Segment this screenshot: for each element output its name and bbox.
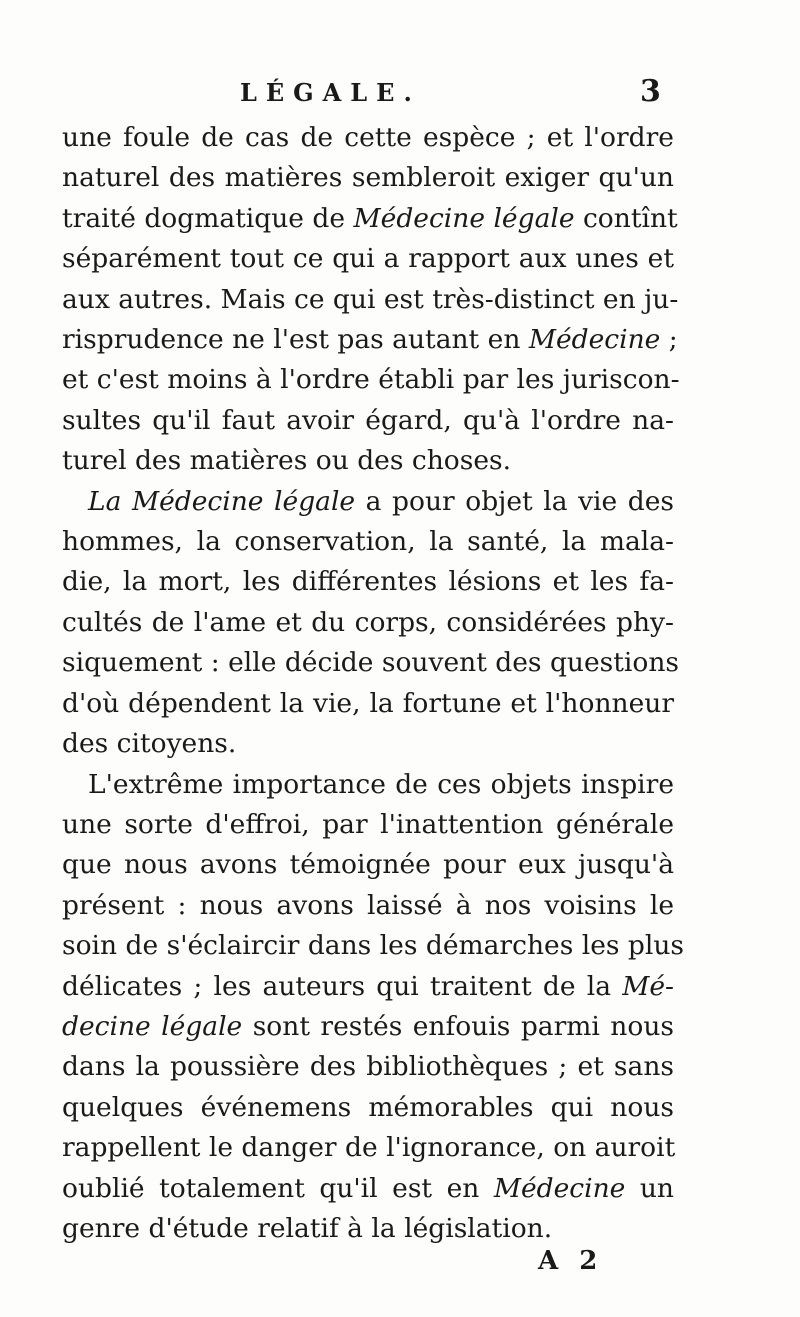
text-segment: des citoyens.	[62, 728, 237, 760]
italic-text: Médecine légale	[353, 202, 575, 234]
text-line	[62, 724, 674, 764]
text-line	[62, 765, 674, 805]
text-line	[62, 1169, 674, 1209]
text-segment: aux autres. Mais ce qui est très-distinct en ju-	[62, 283, 679, 315]
text-segment: cultés de l'ame et du corps, considérées phy-	[62, 606, 674, 638]
text-line	[62, 603, 674, 643]
text-segment: d'où dépendent la vie, la fortune et l'honneur	[62, 687, 674, 719]
text-segment: quelques événemens mémorables qui nous	[62, 1091, 674, 1123]
text-line	[62, 441, 674, 481]
text-line	[62, 522, 674, 562]
page-number: 3	[640, 74, 661, 109]
text-segment: et c'est moins à l'ordre établi par les juriscon-	[62, 364, 680, 396]
text-line	[62, 643, 680, 683]
text-line	[62, 158, 674, 198]
text-line	[62, 118, 674, 158]
text-line	[62, 845, 674, 885]
text-line	[62, 562, 674, 602]
text-segment: dans la poussière des bibliothèques ; et sans	[62, 1051, 674, 1083]
body-text	[62, 118, 684, 1249]
text-segment: risprudence ne l'est pas autant en	[62, 324, 529, 356]
text-segment: soin de s'éclaircir dans les démarches les plus	[62, 930, 684, 962]
text-segment: traité dogmatique de	[62, 202, 354, 234]
text-segment: turel des matières ou des choses.	[62, 445, 512, 477]
text-segment: hommes, la conservation, la santé, la mala-	[62, 526, 674, 558]
signature-mark: A 2	[538, 1246, 604, 1276]
text-line	[62, 1088, 674, 1128]
text-line	[62, 886, 674, 926]
text-segment: contînt	[574, 202, 678, 234]
text-segment: a pour objet la vie des	[355, 485, 675, 517]
text-line	[62, 280, 679, 320]
text-segment: sont restés enfouis parmi nous	[242, 1010, 674, 1042]
text-line	[62, 1047, 674, 1087]
text-segment: genre d'étude relatif à la législation.	[62, 1212, 553, 1244]
text-segment: naturel des matières sembleroit exiger qu'un	[62, 162, 674, 194]
text-line	[62, 805, 674, 845]
text-segment: séparément tout ce qui a rapport aux unes et	[62, 243, 674, 275]
text-segment: un	[625, 1172, 674, 1204]
text-line	[62, 199, 678, 239]
running-head	[0, 74, 800, 114]
text-segment: oublié totalement qu'il est en	[62, 1172, 494, 1204]
text-line	[62, 684, 674, 724]
italic-text: decine légale	[62, 1010, 243, 1042]
text-line	[62, 320, 678, 360]
text-segment: ;	[660, 324, 678, 356]
italic-text: Médecine	[528, 324, 661, 356]
italic-text: Mé-	[622, 970, 674, 1002]
text-segment: L'extrême importance de ces objets inspire	[88, 768, 674, 800]
text-line	[62, 1128, 674, 1168]
text-segment: sultes qu'il faut avoir égard, qu'à l'ordre na-	[62, 404, 674, 436]
text-line	[62, 926, 684, 966]
text-segment: siquement : elle décide souvent des questions	[62, 647, 680, 679]
text-segment: présent : nous avons laissé à nos voisins le	[62, 889, 674, 921]
text-line	[62, 482, 674, 522]
text-segment: rappellent le danger de l'ignorance, on auroit	[62, 1132, 676, 1164]
text-segment: une sorte d'effroi, par l'inattention générale	[62, 808, 674, 840]
text-line	[62, 1209, 674, 1249]
text-segment: délicates ; les auteurs qui traitent de la	[62, 970, 623, 1002]
text-line	[62, 360, 680, 400]
text-line	[62, 967, 674, 1007]
italic-text: La Médecine légale	[88, 485, 356, 517]
text-segment: die, la mort, les différentes lésions et les fa-	[62, 566, 674, 598]
running-title: LÉGALE.	[240, 78, 421, 107]
text-segment: une foule de cas de cette espèce ; et l'ordre	[62, 122, 674, 153]
text-line	[62, 1007, 674, 1047]
text-line	[62, 239, 674, 279]
text-line	[62, 401, 674, 441]
text-segment: que nous avons témoignée pour eux jusqu'à	[62, 849, 674, 881]
italic-text: Médecine	[493, 1172, 626, 1204]
